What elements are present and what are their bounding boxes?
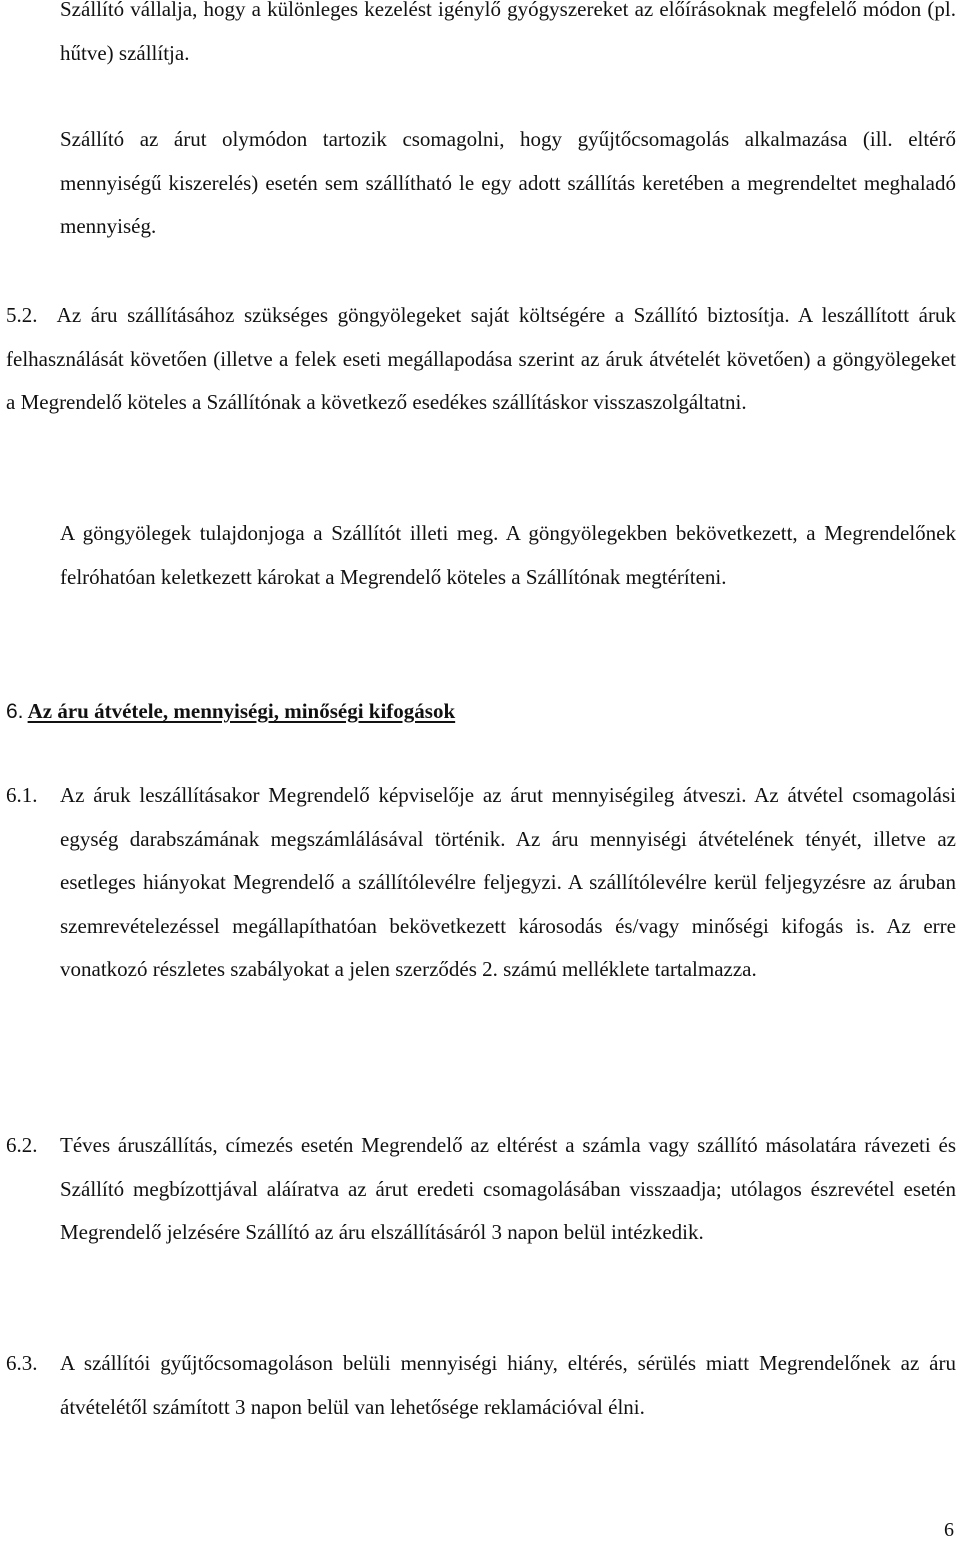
clause-6-1: [6, 774, 956, 992]
section-number: 6.: [6, 700, 24, 723]
clause-text: A szállítói gyűjtőcsomagoláson belüli mennyiségi hiány, eltérés, sérülés miatt Megrendelőnek az áru átvételétől számított 3 napon belül van lehetősége reklamációval élni.: [60, 1351, 956, 1419]
clause-number: 5.2.: [6, 303, 38, 327]
clause-number: 6.3.: [6, 1351, 38, 1375]
section-heading: [6, 690, 455, 734]
paragraph-packaging: Szállító az árut olymódon tartozik csomagolni, hogy gyűjtőcsomagolás alkalmazása (ill. eltérő mennyiségű kiszerelés) esetén sem szállítható le egy adott szállítás keretében a megrendeltet meghaladó mennyiség.: [60, 127, 956, 238]
clause-number: 6.1.: [6, 783, 38, 807]
clause-6-3: [6, 1342, 956, 1429]
clause-text: Az áruk leszállításakor Megrendelő képviselője az árut mennyiségileg átveszi. Az átvétel csomagolási egység darabszámának megszámlálásával történik. Az áru mennyiségi átvételének tényét, illetve az esetleges hiányokat Megrendelő a szállítólevélre feljegyzi. A szállítólevélre kerül feljegyzésre az áruban szemrevételezéssel megállapíthatóan bekövetkezett károsodás és/vagy minőségi kifogás is. Az erre vonatkozó részletes szabályokat a jelen szerződés 2. számú melléklete tartalmazza.: [60, 783, 956, 981]
section-title: Az áru átvétele, mennyiségi, minőségi kifogások: [27, 699, 456, 723]
clause-number: 6.2.: [6, 1133, 38, 1157]
clause-text: Téves áruszállítás, címezés esetén Megrendelő az eltérést a számla vagy szállító másolatára rávezeti és Szállító megbízottjával aláíratva az árut eredeti csomagolásában visszaadja; utólagos észrevétel esetén Megrendelő jelzésére Szállító az áru elszállításáról 3 napon belül intézkedik.: [60, 1133, 956, 1244]
page-number: 6: [944, 1519, 954, 1541]
paragraph-special-handling: Szállító vállalja, hogy a különleges kezelést igénylő gyógyszereket az előírásoknak megfelelő módon (pl. hűtve) szállítja.: [60, 0, 956, 65]
clause-text: Az áru szállításához szükséges göngyölegeket saját költségére a Szállító biztosítja. A leszállított áruk felhasználását követően (illetve a felek eseti megállapodása szerint az áruk átvételét követően) a göngyölegeket a Megrendelő köteles a Szállítónak a következő esedékes szállításkor visszaszolgáltatni.: [6, 303, 956, 414]
clause-6-2: [6, 1124, 956, 1255]
paragraph-ownership: A göngyölegek tulajdonjoga a Szállítót illeti meg. A göngyölegekben bekövetkezett, a Megrendelőnek felróhatóan keletkezett károkat a Megrendelő köteles a Szállítónak megtéríteni.: [60, 521, 956, 589]
clause-5-2: [6, 294, 956, 425]
